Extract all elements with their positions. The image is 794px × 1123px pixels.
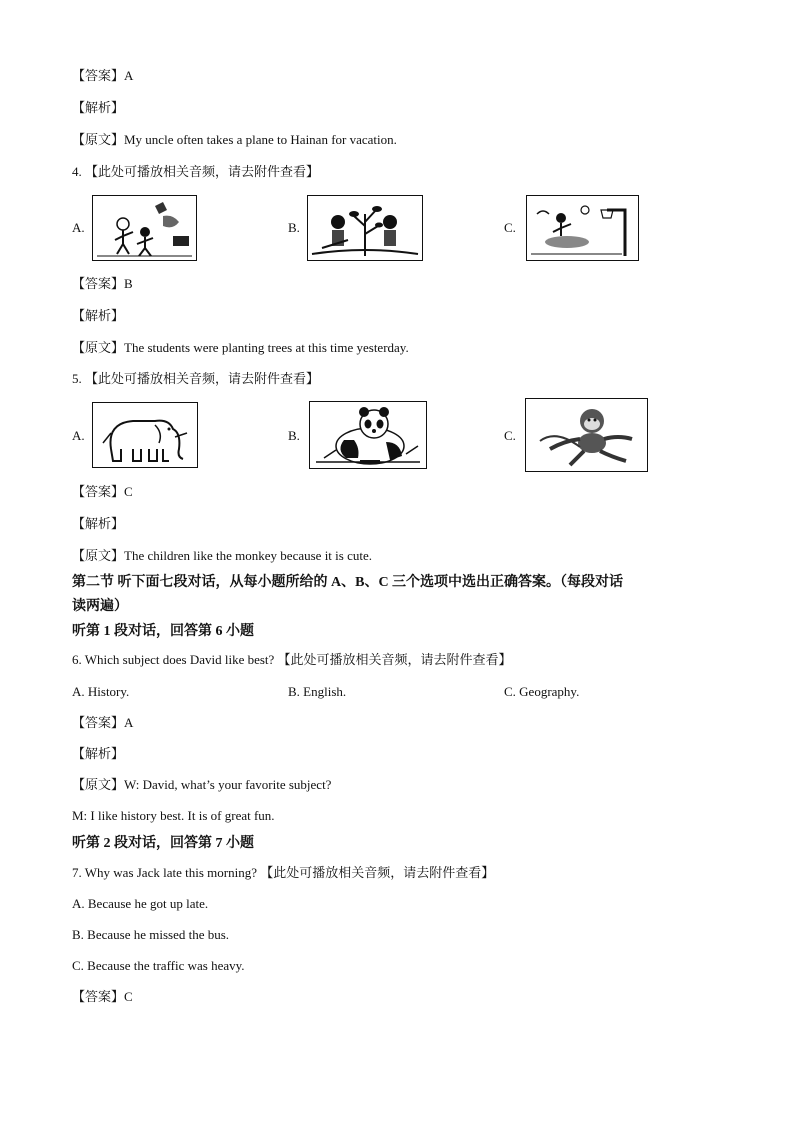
q3-transcript: 【原文】My uncle often takes a plane to Hainan for vacation.	[72, 132, 397, 147]
q5-analysis: 【解析】	[72, 516, 125, 531]
q7-option-c: C. Because the traffic was heavy.	[72, 958, 245, 973]
q4-option-a-label: A.	[72, 220, 85, 235]
q4-picture-c-basketball	[526, 195, 639, 261]
q7-option-a: A. Because he got up late.	[72, 896, 209, 911]
q5-answer: 【答案】C	[72, 484, 133, 499]
q6-transcript-w: 【原文】W: David, what’s your favorite subject?	[72, 777, 332, 792]
q7-answer: 【答案】C	[72, 989, 133, 1004]
q5-option-c-label: C.	[504, 428, 516, 443]
dialog2-heading: 听第 2 段对话，回答第 7 小题	[72, 836, 254, 851]
q6-answer: 【答案】A	[72, 715, 134, 730]
q3-answer: 【答案】A	[72, 68, 134, 83]
q4-option-b-label: B.	[288, 220, 300, 235]
q4-picture-a-kids-playing	[92, 195, 197, 261]
q5-picture-c-monkey	[525, 398, 648, 472]
q4-picture-b-planting-trees	[307, 195, 423, 261]
q6-transcript-m: M: I like history best. It is of great fun.	[72, 808, 275, 823]
section2-heading: 第二节 听下面七段对话，从每小题所给的 A、B、C 三个选项中选出正确答案。（每段对话	[72, 575, 624, 590]
q5-transcript: 【原文】The children like the monkey because it is cute.	[72, 548, 372, 563]
q6-analysis: 【解析】	[72, 746, 125, 761]
q5-picture-b-panda	[309, 401, 427, 469]
q6-question: 6. Which subject does David like best? 【此处可播放相关音频，请去附件查看】	[72, 652, 512, 667]
q6-option-b: B. English.	[288, 684, 347, 699]
q6-option-a: A. History.	[72, 684, 130, 699]
dialog1-heading: 听第 1 段对话，回答第 6 小题	[72, 624, 254, 639]
q5-prompt: 5. 【此处可播放相关音频，请去附件查看】	[72, 371, 320, 386]
q4-analysis: 【解析】	[72, 308, 125, 323]
q6-option-c: C. Geography.	[504, 684, 580, 699]
q7-question: 7. Why was Jack late this morning? 【此处可播放相关音频，请去附件查看】	[72, 865, 495, 880]
q5-option-b-label: B.	[288, 428, 300, 443]
q4-transcript: 【原文】The students were planting trees at this time yesterday.	[72, 340, 409, 355]
q4-prompt: 4. 【此处可播放相关音频，请去附件查看】	[72, 164, 320, 179]
q4-option-c-label: C.	[504, 220, 516, 235]
q5-picture-a-elephant	[92, 402, 198, 468]
q5-option-a-label: A.	[72, 428, 85, 443]
q3-analysis: 【解析】	[72, 100, 125, 115]
section2-heading-cont: 读两遍）	[72, 599, 128, 614]
q4-answer: 【答案】B	[72, 276, 133, 291]
q7-option-b: B. Because he missed the bus.	[72, 927, 230, 942]
